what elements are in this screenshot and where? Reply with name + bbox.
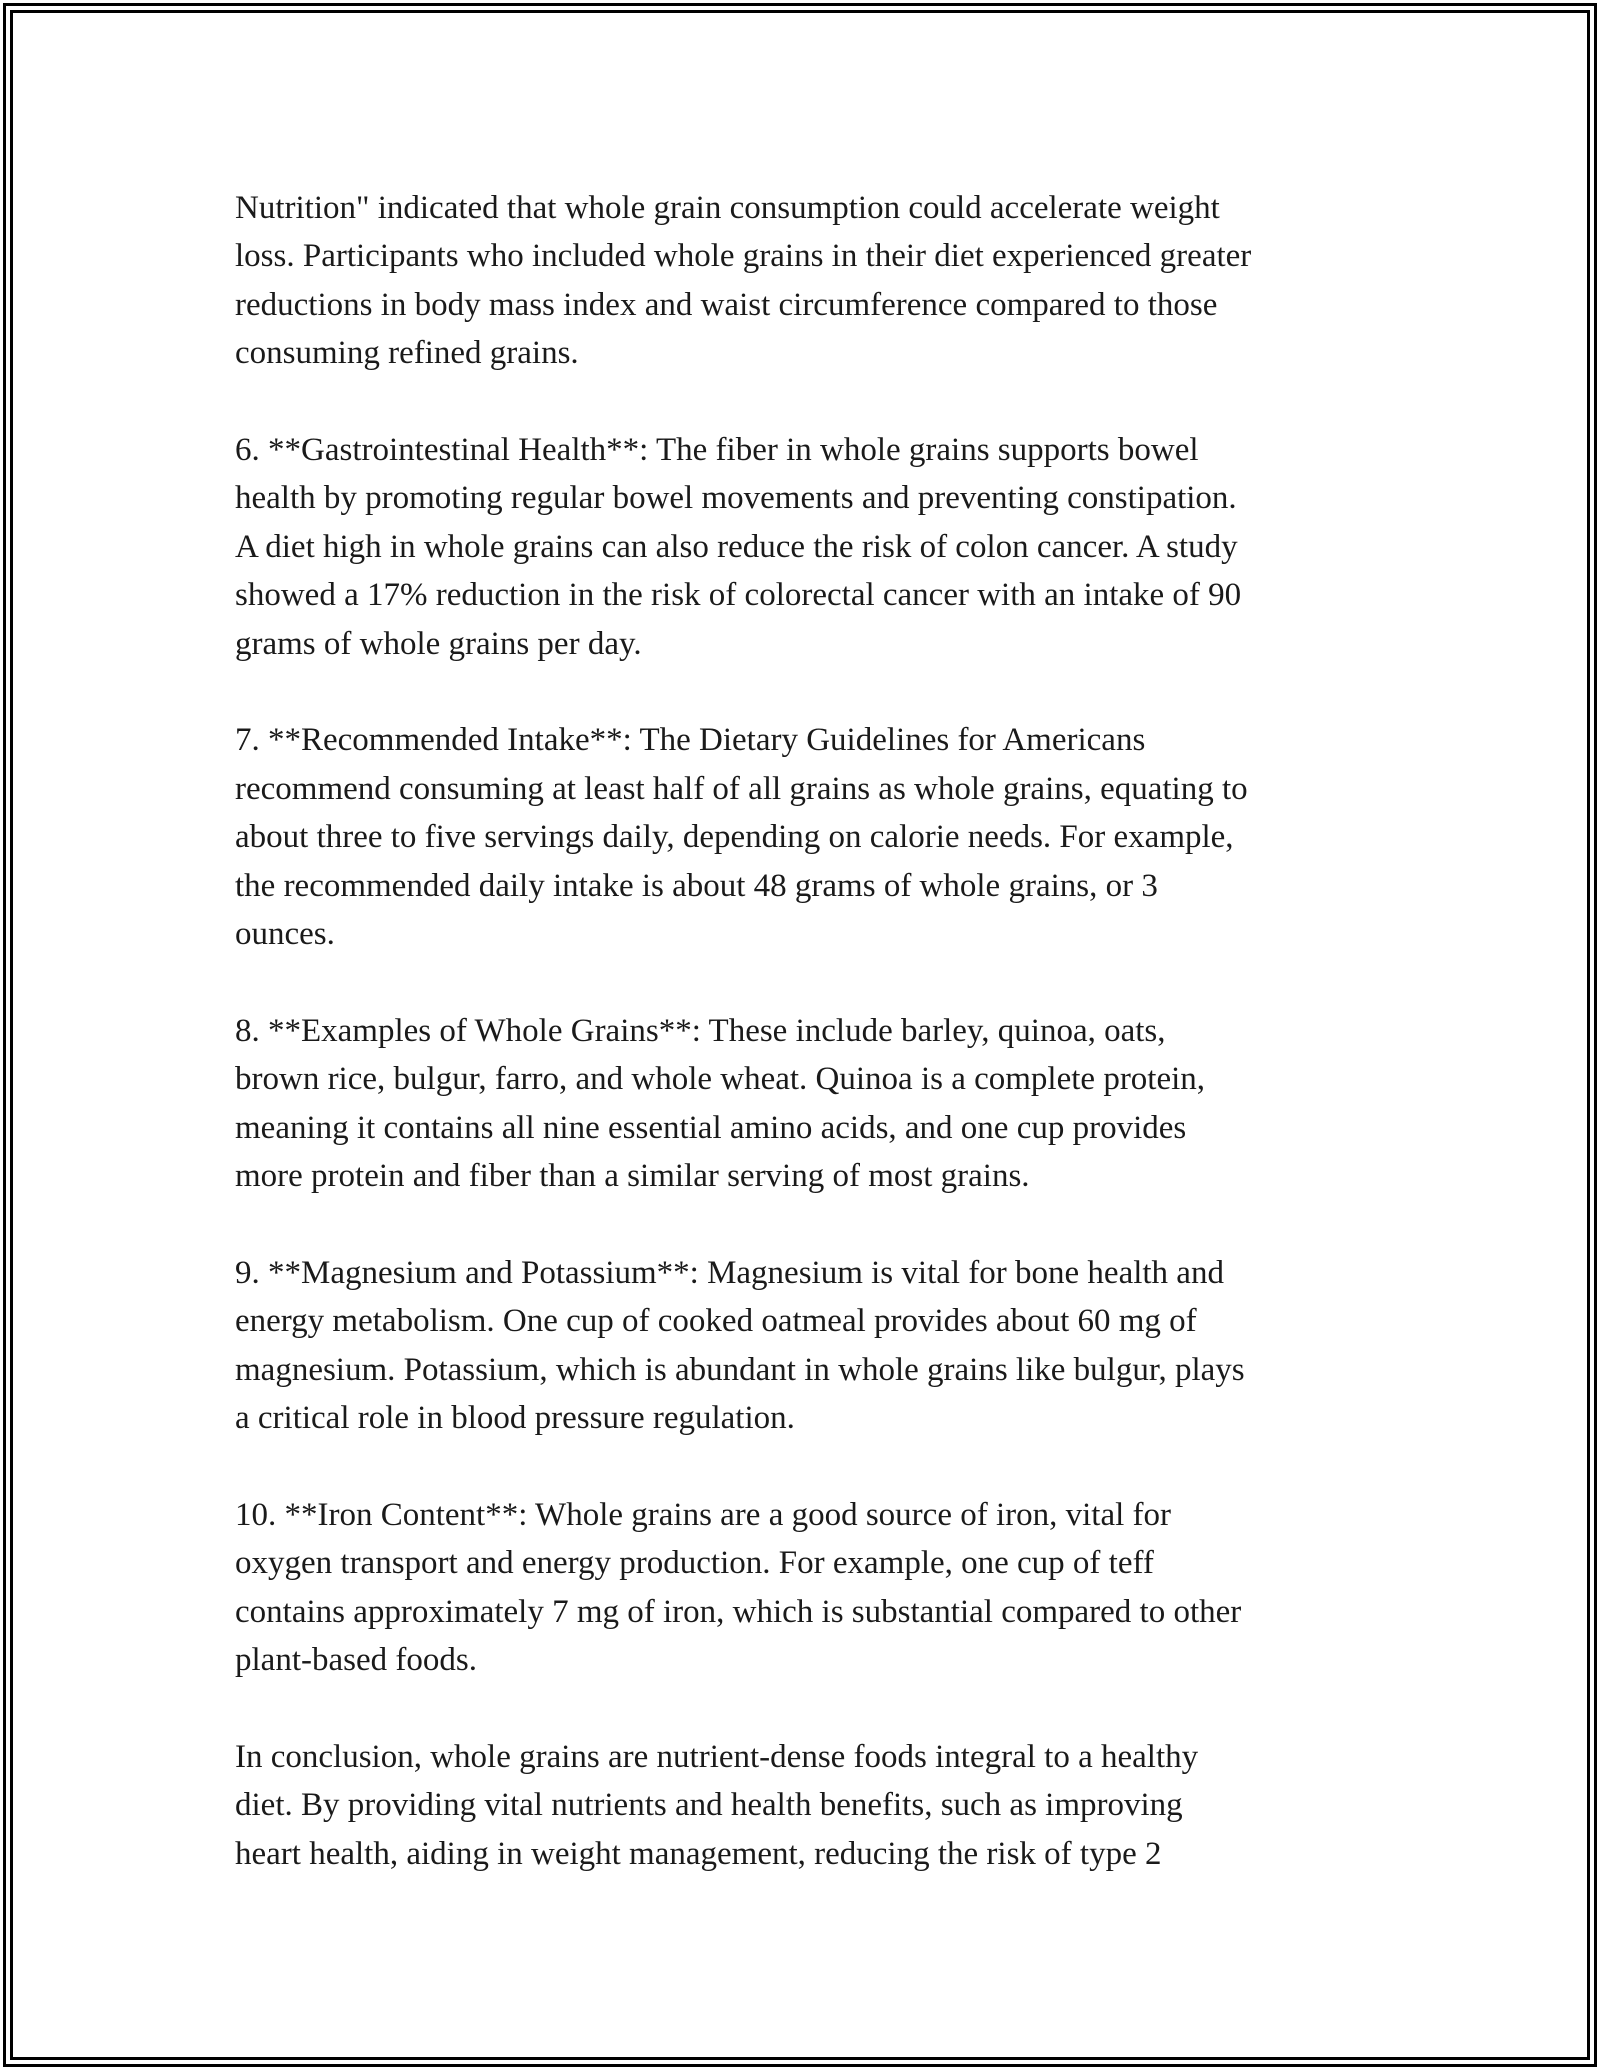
paragraph-iron-content [235, 1491, 1375, 1685]
text-line: grams of whole grains per day. [235, 625, 642, 662]
paragraph-conclusion [235, 1733, 1375, 1878]
text-line: contains approximately 7 mg of iron, which is substantial compared to other [235, 1593, 1242, 1630]
text-line: showed a 17% reduction in the risk of colorectal cancer with an intake of 90 [235, 577, 1242, 614]
paragraph-examples-of-whole-grains [235, 1007, 1375, 1201]
paragraph-weight-loss-continuation [235, 184, 1375, 378]
text-line: recommend consuming at least half of all grains as whole grains, equating to [235, 770, 1248, 807]
text-line: energy metabolism. One cup of cooked oatmeal provides about 60 mg of [235, 1303, 1197, 1340]
text-line: heart health, aiding in weight management, reducing the risk of type 2 [235, 1835, 1162, 1872]
text-line: health by promoting regular bowel movements and preventing constipation. [235, 480, 1237, 517]
text-line: 8. **Examples of Whole Grains**: These include barley, quinoa, oats, [235, 1012, 1166, 1049]
text-line: 6. **Gastrointestinal Health**: The fiber in whole grains supports bowel [235, 432, 1199, 469]
paragraph-gastrointestinal-health [235, 426, 1375, 668]
text-line: A diet high in whole grains can also reduce the risk of colon cancer. A study [235, 528, 1238, 565]
text-line: diet. By providing vital nutrients and health benefits, such as improving [235, 1787, 1183, 1824]
text-line: about three to five servings daily, depending on calorie needs. For example, [235, 819, 1234, 856]
paragraph-recommended-intake [235, 716, 1375, 958]
text-line: magnesium. Potassium, which is abundant in whole grains like bulgur, plays [235, 1351, 1245, 1388]
text-line: reductions in body mass index and waist circumference compared to those [235, 286, 1218, 323]
text-line: Nutrition" indicated that whole grain consumption could accelerate weight [235, 190, 1220, 226]
text-line: In conclusion, whole grains are nutrient-dense foods integral to a healthy [235, 1738, 1199, 1775]
text-line: a critical role in blood pressure regulation. [235, 1400, 795, 1437]
text-line: 9. **Magnesium and Potassium**: Magnesium is vital for bone health and [235, 1254, 1224, 1291]
text-line: the recommended daily intake is about 48 grams of whole grains, or 3 [235, 867, 1158, 904]
paragraph-magnesium-and-potassium [235, 1249, 1375, 1443]
text-line: loss. Participants who included whole grains in their diet experienced greater [235, 238, 1252, 275]
text-line: brown rice, bulgur, farro, and whole wheat. Quinoa is a complete protein, [235, 1061, 1206, 1098]
document-body [235, 184, 1375, 1878]
text-line: plant-based foods. [235, 1642, 477, 1679]
text-line: 10. **Iron Content**: Whole grains are a good source of iron, vital for [235, 1496, 1171, 1533]
text-line: meaning it contains all nine essential amino acids, and one cup provides [235, 1109, 1187, 1146]
text-line: ounces. [235, 916, 335, 953]
text-line: consuming refined grains. [235, 335, 579, 372]
text-line: oxygen transport and energy production. For example, one cup of teff [235, 1545, 1154, 1582]
text-line: 7. **Recommended Intake**: The Dietary Guidelines for Americans [235, 722, 1146, 759]
text-line: more protein and fiber than a similar serving of most grains. [235, 1158, 1030, 1195]
